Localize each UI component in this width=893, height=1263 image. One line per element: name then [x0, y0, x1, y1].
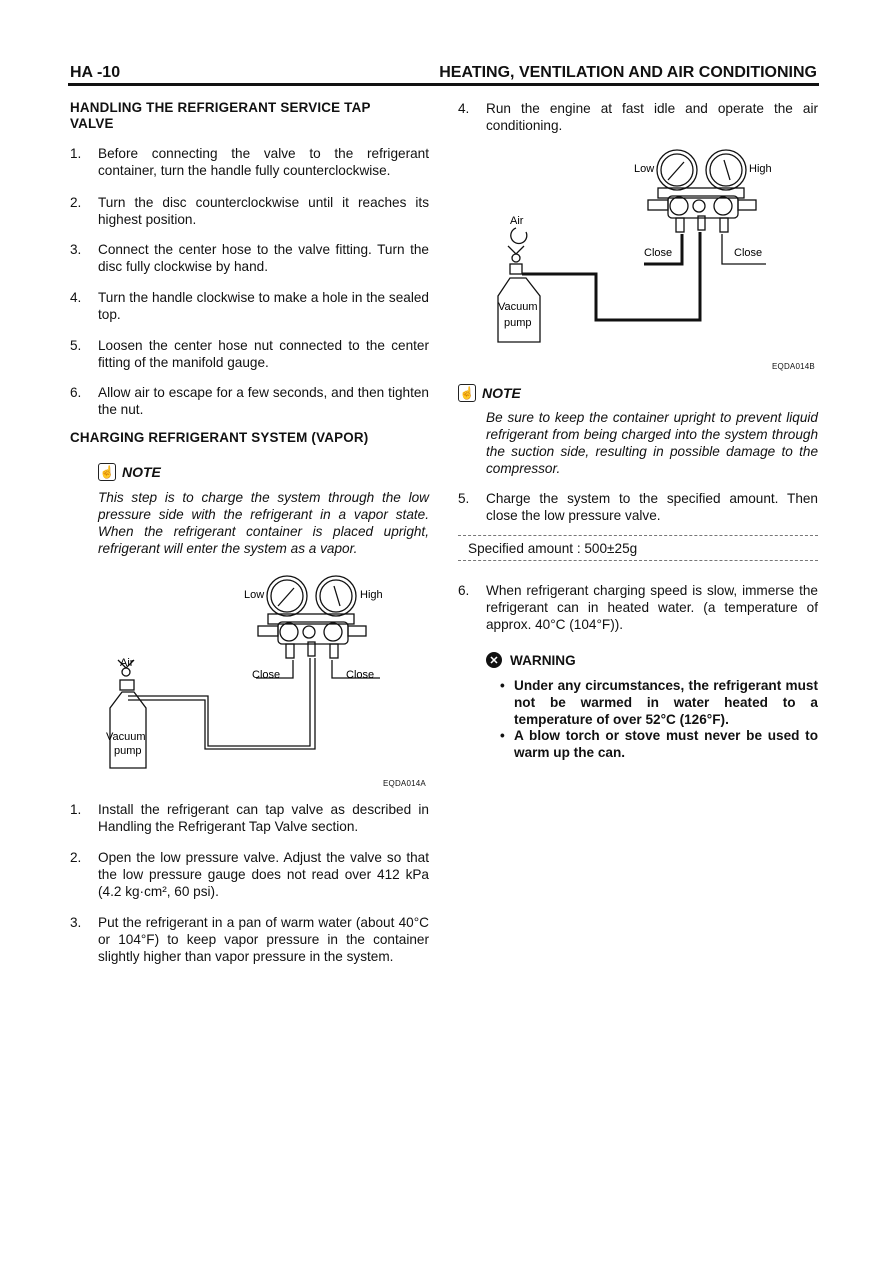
warning-item-1	[500, 677, 818, 728]
pump-label-line2: pump	[504, 317, 532, 329]
close-label-left: Close	[644, 247, 673, 259]
high-label: High	[749, 163, 772, 175]
bullet-icon: •	[500, 678, 505, 693]
note-text: This step is to charge the system through the low pressure side with the refrigerant in a vapor state. When the refrigerant container is placed upright, refrigerant will enter the system as a vapor.	[98, 490, 429, 556]
step-number: 4.	[458, 101, 470, 116]
step-text: Turn the disc counterclockwise until it reaches its highest position.	[98, 195, 429, 227]
step-text: Install the refrigerant can tap valve as described in Handling the Refrigerant Tap Valve section.	[98, 802, 429, 834]
note-text-right: Be sure to keep the container upright to prevent liquid refrigerant from being charged into the system through the suction side, resulting in possible damage to the compressor.	[486, 410, 818, 476]
step-text: Connect the center hose to the valve fitting. Turn the disc fully clockwise by hand.	[98, 242, 429, 274]
step-number: 2.	[70, 850, 82, 865]
note-label: NOTE	[482, 385, 521, 401]
step-number: 3.	[70, 242, 82, 257]
step-text: Allow air to escape for a few seconds, and then tighten the nut.	[98, 385, 429, 417]
warning-label: WARNING	[510, 652, 576, 668]
charge-step-2	[70, 849, 429, 900]
tap-step-5	[70, 337, 429, 371]
page-id: HA -10	[70, 64, 121, 81]
step-text: Charge the system to the specified amount. Then close the low pressure valve.	[486, 491, 818, 523]
tap-step-1	[70, 145, 429, 179]
step-text: Run the engine at fast idle and operate the air conditioning.	[486, 101, 818, 133]
step-text: Loosen the center hose nut connected to the center fitting of the manifold gauge.	[98, 338, 429, 370]
step-6	[458, 582, 818, 633]
close-label-left: Close	[252, 669, 281, 681]
note-heading-right	[458, 384, 521, 402]
step-text: Open the low pressure valve. Adjust the valve so that the low pressure gauge does not read over 412 kPa (4.2 kg·cm², 60 psi).	[98, 850, 429, 899]
tap-step-6	[70, 384, 429, 418]
header-rule	[68, 83, 819, 86]
note-heading	[98, 463, 161, 481]
pump-label-line1: Vacuum	[106, 731, 146, 743]
step-number: 1.	[70, 802, 82, 817]
warning-item-2	[500, 727, 818, 761]
step-5	[458, 490, 818, 524]
manifold-gauge-diagram-1	[98, 568, 398, 778]
charge-step-1	[70, 801, 429, 835]
manifold-gauge-diagram-2	[486, 146, 786, 356]
pump-label-line2: pump	[114, 745, 142, 757]
warning-text: Under any circumstances, the refrigerant must not be warmed in water heated to a temperature of over 52°C (126°F).	[514, 678, 818, 727]
step-number: 6.	[70, 385, 82, 400]
step-text: When refrigerant charging speed is slow, immerse the refrigerant can in heated water. (a temperature of approx. 40°C (104°F)).	[486, 583, 818, 632]
charging-heading: CHARGING REFRIGERANT SYSTEM (VAPOR)	[70, 430, 369, 445]
bullet-icon: •	[500, 728, 505, 743]
figure-caption-1: EQDA014A	[383, 779, 426, 788]
step-number: 2.	[70, 195, 82, 210]
close-label-right: Close	[734, 247, 763, 259]
step-4	[458, 100, 818, 134]
warning-heading	[486, 652, 576, 668]
charge-step-3	[70, 914, 429, 965]
warning-x-icon: ✕	[486, 652, 502, 668]
step-number: 5.	[70, 338, 82, 353]
step-text: Put the refrigerant in a pan of warm water (about 40°C or 104°F) to keep vapor pressure in the container slightly higher than vapor pressure in the system.	[98, 915, 429, 964]
step-number: 3.	[70, 915, 82, 930]
figure-caption-2: EQDA014B	[772, 362, 815, 371]
specified-amount-box: Specified amount : 500±25g	[458, 535, 818, 561]
tap-valve-heading: HANDLING THE REFRIGERANT SERVICE TAP VALVE	[70, 100, 371, 131]
tap-step-2	[70, 194, 429, 228]
step-text: Turn the handle clockwise to make a hole in the sealed top.	[98, 290, 429, 322]
pump-label-line1: Vacuum	[498, 301, 538, 313]
step-number: 5.	[458, 491, 470, 506]
step-number: 4.	[70, 290, 82, 305]
step-text: Before connecting the valve to the refrigerant container, turn the handle fully counterclockwise.	[98, 146, 429, 178]
tap-step-3	[70, 241, 429, 275]
step-number: 1.	[70, 146, 82, 161]
air-label: Air	[120, 657, 134, 669]
note-hand-icon: ☝	[99, 465, 115, 479]
close-label-right: Close	[346, 669, 375, 681]
low-label: Low	[634, 163, 655, 175]
section-title: HEATING, VENTILATION AND AIR CONDITIONING	[439, 64, 817, 81]
note-hand-icon: ☝	[459, 386, 475, 400]
step-number: 6.	[458, 583, 470, 598]
note-label: NOTE	[122, 464, 161, 480]
high-label: High	[360, 589, 383, 601]
tap-step-4	[70, 289, 429, 323]
warning-text: A blow torch or stove must never be used to warm up the can.	[514, 728, 818, 760]
low-label: Low	[244, 589, 265, 601]
air-label: Air	[510, 215, 524, 227]
